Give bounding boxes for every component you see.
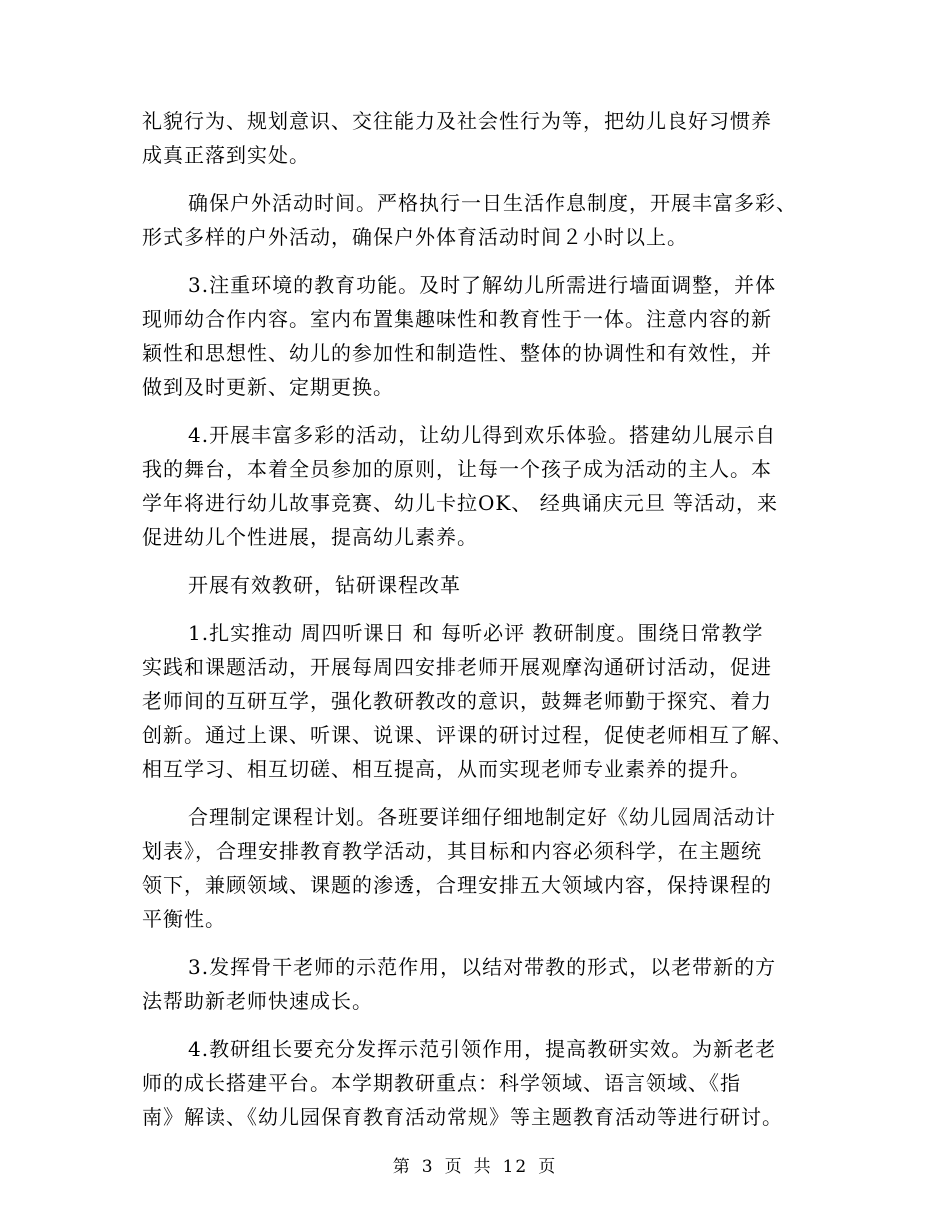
paragraph (142, 104, 822, 172)
text-line: 确保户外活动时间。严格执行一日生活作息制度，开展丰富多彩、 (188, 191, 797, 215)
text-line: 平衡性。 (142, 907, 226, 931)
text-line: 3.发挥骨干老师的示范作用，以结对带教的形式，以老带新的方 (188, 955, 777, 979)
text-line: 3.注重环境的教育功能。及时了解幼儿所需进行墙面调整，并体 (188, 273, 777, 297)
paragraph (142, 950, 822, 1018)
page-footer (0, 1152, 950, 1177)
text-line: 成真正落到实处。 (142, 143, 310, 167)
text-line: 形式多样的户外活动，确保户外体育活动时间２小时以上。 (142, 225, 688, 249)
text-line: 老师间的互研互学，强化教研教改的意识，鼓舞老师勤于探究、着力 (142, 689, 772, 713)
text-line: 开展有效教研，钻研课程改革 (188, 573, 461, 597)
text-line: 做到及时更新、定期更换。 (142, 375, 394, 399)
text-line: 划表》，合理安排教育教学活动，其目标和内容必须科学，在主题统 (142, 839, 762, 863)
text-line: 学年将进行幼儿故事竞赛、幼儿卡拉OK、 经典诵庆元旦 等活动，来 (142, 491, 779, 515)
footer-suffix: 页 (538, 1157, 558, 1177)
text-line: 1.扎实推动 周四听课日 和 每听必评 教研制度。围绕日常教学 (188, 621, 764, 645)
text-line: 4.教研组长要充分发挥示范引领作用，提高教研实效。为新老老 (188, 1037, 777, 1061)
text-line: 现师幼合作内容。室内布置集趣味性和教育性于一体。注意内容的新 (142, 307, 772, 331)
text-line: 相互学习、相互切磋、相互提高，从而实现老师专业素养的提升。 (142, 757, 751, 781)
text-line: 创新。通过上课、听课、说课、评课的研讨过程，促使老师相互了解、 (142, 723, 793, 747)
paragraph (142, 616, 822, 786)
footer-total-word: 共 (473, 1157, 493, 1177)
text-line: 我的舞台，本着全员参加的原则，让每一个孩子成为活动的主人。本 (142, 457, 772, 481)
text-line: 师的成长搭建平台。本学期教研重点：科学领域、语言领域、《指 (142, 1071, 741, 1095)
footer-prefix: 第 (392, 1157, 412, 1177)
text-line: 法帮助新老师快速成长。 (142, 989, 373, 1013)
text-line: 合理制定课程计划。各班要详细仔细地制定好《幼儿园周活动计 (188, 805, 776, 829)
text-line: 颖性和思想性、幼儿的参加性和制造性、整体的协调性和有效性，并 (142, 341, 772, 365)
text-line: 实践和课题活动，开展每周四安排老师开展观摩沟通研讨活动，促进 (142, 655, 772, 679)
text-line: 礼貌行为、规划意识、交往能力及社会性行为等，把幼儿良好习惯养 (142, 109, 772, 133)
text-line: 南》解读、《幼儿园保育教育活动常规》等主题教育活动等进行研讨。 (142, 1105, 783, 1129)
text-line: 领下，兼顾领域、课题的渗透，合理安排五大领域内容，保持课程的 (142, 873, 772, 897)
section-heading (142, 568, 822, 602)
document-body (142, 104, 822, 1134)
total-page-count: 12 (502, 1157, 529, 1177)
text-line: 促进幼儿个性进展，提高幼儿素养。 (142, 525, 478, 549)
text-line: 4.开展丰富多彩的活动，让幼儿得到欢乐体验。搭建幼儿展示自 (188, 423, 777, 447)
paragraph (142, 418, 822, 554)
paragraph (142, 268, 822, 404)
current-page-number: 3 (421, 1157, 435, 1177)
paragraph (142, 1032, 822, 1134)
paragraph (142, 186, 822, 254)
paragraph (142, 800, 822, 936)
footer-page-word: 页 (444, 1157, 464, 1177)
